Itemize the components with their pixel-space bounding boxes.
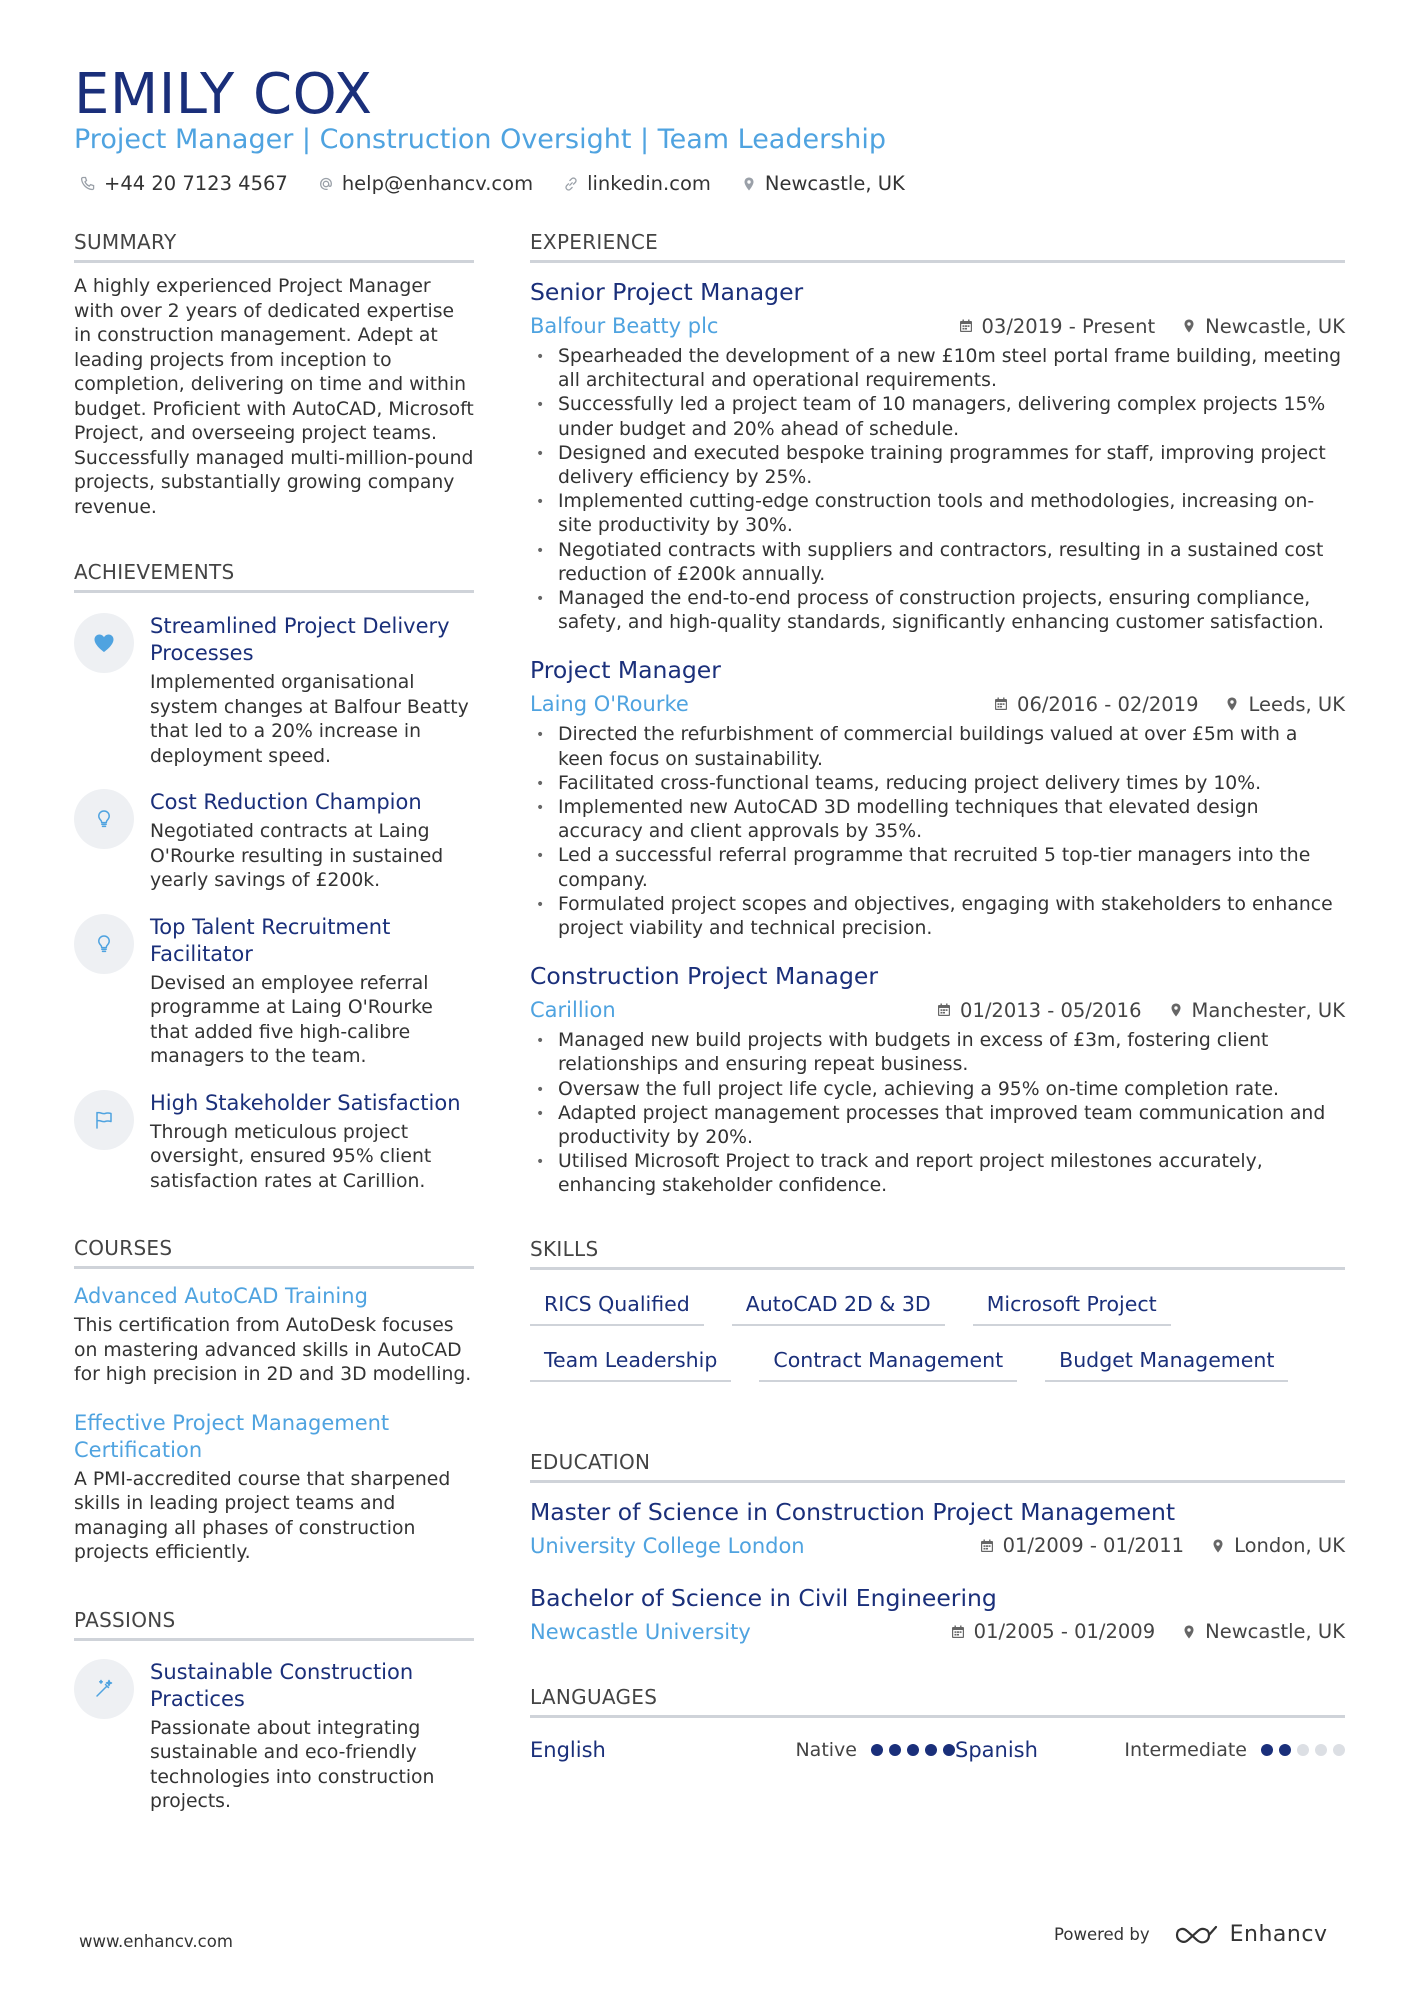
education-location <box>1210 1534 1345 1557</box>
course-title: Effective Project Management Certification <box>74 1410 390 1462</box>
passion-text: Passionate about integrating sustainable and eco-friendly technologies into construction projects. <box>150 1717 435 1812</box>
contact-bar <box>80 172 905 195</box>
job-title: Construction Project Manager <box>530 962 878 991</box>
contact-linkedin[interactable] <box>563 172 711 195</box>
bullet-item: • Negotiated contracts with suppliers and contractors, resulting in a sustained cost reduction of £200k annually. <box>530 539 1345 587</box>
language-rating <box>871 1744 955 1756</box>
job-subline <box>530 311 1345 341</box>
passion-item <box>74 1659 474 1815</box>
achievement-item <box>74 613 474 769</box>
job-subline <box>530 995 1345 1025</box>
bullet-item: • Led a successful referral programme that recruited 5 top-tier managers into the company. <box>530 844 1345 892</box>
achievements-section <box>74 560 474 1194</box>
brand-logo[interactable] <box>1174 1922 1328 1947</box>
skill-tag: Team Leadership <box>530 1348 731 1382</box>
skill-tag: Contract Management <box>759 1348 1017 1382</box>
languages-section <box>530 1685 1345 1762</box>
location-pin-icon <box>1168 1002 1184 1018</box>
achievement-text: Negotiated contracts at Laing O'Rourke resulting in sustained yearly savings of £200k. <box>150 821 444 891</box>
headline: Project Manager | Construction Oversight | Team Leadership <box>74 124 887 155</box>
powered-by-text: Powered by <box>1054 1925 1150 1944</box>
section-title-languages: LANGUAGES <box>530 1685 1345 1718</box>
courses-section <box>74 1236 474 1566</box>
rating-dot-filled <box>925 1744 937 1756</box>
degree-title: Bachelor of Science in Civil Engineering <box>530 1583 997 1612</box>
achievement-text: Devised an employee referral programme at Laing O'Rourke that added five high-calibre managers to the team. <box>150 972 433 1067</box>
section-title-skills: SKILLS <box>530 1237 1345 1270</box>
bullet-item: • Designed and executed bespoke training programmes for staff, improving project delivery efficiency by 25%. <box>530 442 1345 490</box>
location-pin-icon <box>1224 696 1240 712</box>
location-pin-icon <box>1181 318 1197 334</box>
section-title-education: EDUCATION <box>530 1450 1345 1483</box>
section-title-experience: EXPERIENCE <box>530 230 1345 263</box>
dates-text: 01/2009 - 01/2011 <box>1002 1534 1185 1558</box>
education-dates <box>950 1620 1155 1643</box>
footer-brand <box>1054 1922 1327 1947</box>
job-entry <box>530 961 1345 1198</box>
section-title-summary: SUMMARY <box>74 230 474 263</box>
contact-phone[interactable] <box>80 172 288 195</box>
achievement-icon-wrap <box>74 789 134 849</box>
passion-title: Sustainable Construction Practices <box>150 1659 414 1711</box>
rating-dot-empty <box>1315 1744 1327 1756</box>
contact-location <box>741 172 905 195</box>
location-pin-icon <box>1210 1538 1226 1554</box>
calendar-icon <box>993 696 1009 712</box>
location-text: Newcastle, UK <box>1205 1620 1345 1644</box>
school-name: Newcastle University <box>530 1619 751 1644</box>
skill-tag: AutoCAD 2D & 3D <box>732 1292 945 1326</box>
calendar-icon <box>979 1538 995 1554</box>
job-entry <box>530 655 1345 941</box>
job-title: Project Manager <box>530 656 721 685</box>
location-text: Leeds, UK <box>1248 692 1345 716</box>
achievement-icon-wrap <box>74 914 134 974</box>
job-bullets <box>530 345 1345 635</box>
degree-title: Master of Science in Construction Project Management <box>530 1497 1176 1526</box>
skill-tag: Budget Management <box>1045 1348 1288 1382</box>
rating-dot-empty <box>1333 1744 1345 1756</box>
language-item <box>955 1738 1345 1762</box>
calendar-icon <box>958 318 974 334</box>
phone-icon <box>80 176 96 192</box>
language-level: Intermediate <box>1124 1738 1247 1761</box>
bullet-item: • Oversaw the full project life cycle, achieving a 95% on-time completion rate. <box>530 1078 1345 1102</box>
education-dates <box>979 1534 1184 1557</box>
achievement-icon-wrap <box>74 613 134 673</box>
heart-icon <box>92 631 116 655</box>
email-text: help@enhancv.com <box>341 172 534 195</box>
left-column <box>74 230 474 1815</box>
section-title-passions: PASSIONS <box>74 1608 474 1641</box>
candidate-name: EMILY COX <box>74 62 373 127</box>
lightbulb-icon <box>92 932 116 956</box>
dates-text: 01/2013 - 05/2016 <box>960 998 1142 1022</box>
achievement-text: Through meticulous project oversight, ensured 95% client satisfaction rates at Carillion. <box>150 1121 432 1192</box>
contact-email[interactable] <box>318 172 533 195</box>
rating-dot-filled <box>889 1744 901 1756</box>
language-name: English <box>530 1737 606 1762</box>
dates-text: 03/2019 - Present <box>981 314 1156 338</box>
job-bullets <box>530 723 1345 941</box>
job-location <box>1181 315 1345 338</box>
school-name: University College London <box>530 1533 805 1558</box>
at-icon <box>318 176 334 192</box>
course-item <box>74 1283 474 1388</box>
course-text: A PMI-accredited course that sharpened skills in leading project teams and managing all phases of construction projects efficiently. <box>74 1468 451 1563</box>
education-entry <box>530 1583 1345 1647</box>
language-level: Native <box>795 1738 857 1761</box>
summary-section <box>74 230 474 520</box>
achievement-title: Top Talent Recruitment Facilitator <box>150 914 391 966</box>
bullet-item: • Managed new build projects with budgets in excess of £3m, fostering client relationships and ensuring repeat business. <box>530 1029 1345 1077</box>
summary-text: A highly experienced Project Manager with over 2 years of dedicated expertise in construction management. Adept at leading projects from inception to completion, delivering on time and within budget. Proficient with AutoCAD, Microsoft Project, and overseeing project teams. Successfully managed multi-million-pound projects, substantially growing company revenue. <box>74 276 474 518</box>
rating-dot-filled <box>871 1744 883 1756</box>
right-column <box>530 230 1345 1762</box>
job-dates <box>993 693 1198 716</box>
bullet-item: • Successfully led a project team of 10 managers, delivering complex projects 15% under budget and 20% ahead of schedule. <box>530 393 1345 441</box>
location-text: Manchester, UK <box>1191 998 1345 1022</box>
passions-section <box>74 1608 474 1815</box>
course-item <box>74 1410 474 1566</box>
language-rating <box>1261 1744 1345 1756</box>
achievement-item <box>74 914 474 1070</box>
rating-dot-filled <box>943 1744 955 1756</box>
education-entry <box>530 1497 1345 1561</box>
achievement-title: High Stakeholder Satisfaction <box>150 1090 461 1115</box>
rating-dot-filled <box>1279 1744 1291 1756</box>
education-subline <box>530 1531 1345 1561</box>
bullet-item: • Utilised Microsoft Project to track and report project milestones accurately, enhancing stakeholder confidence. <box>530 1150 1345 1198</box>
company-name: Laing O'Rourke <box>530 692 689 717</box>
bullet-item: • Formulated project scopes and objectives, engaging with stakeholders to enhance project viability and technical precision. <box>530 893 1345 941</box>
enhancv-logo-icon <box>1174 1923 1220 1947</box>
calendar-icon <box>936 1002 952 1018</box>
job-dates <box>936 999 1141 1022</box>
linkedin-text: linkedin.com <box>587 172 711 195</box>
company-name: Carillion <box>530 998 616 1023</box>
location-text: Newcastle, UK <box>1205 314 1345 338</box>
section-title-achievements: ACHIEVEMENTS <box>74 560 474 593</box>
bullet-item: • Implemented cutting-edge construction tools and methodologies, increasing on-site productivity by 30%. <box>530 490 1345 538</box>
job-location <box>1224 693 1345 716</box>
education-subline <box>530 1617 1345 1647</box>
bullet-item: • Spearheaded the development of a new £10m steel portal frame building, meeting all architectural and operational requirements. <box>530 345 1345 393</box>
skills-list <box>530 1292 1345 1382</box>
location-pin-icon <box>1181 1624 1197 1640</box>
bullet-item: • Directed the refurbishment of commercial buildings valued at over £5m with a keen focus on sustainability. <box>530 723 1345 771</box>
achievement-item <box>74 789 474 894</box>
location-text: London, UK <box>1234 1534 1345 1558</box>
phone-text: +44 20 7123 4567 <box>104 172 288 195</box>
company-name: Balfour Beatty plc <box>530 314 719 338</box>
dates-text: 06/2016 - 02/2019 <box>1017 692 1199 716</box>
skill-tag: RICS Qualified <box>530 1292 704 1326</box>
rating-dot-filled <box>1261 1744 1273 1756</box>
magic-wand-icon <box>92 1677 116 1701</box>
bullet-item: • Managed the end-to-end process of construction projects, ensuring compliance, safety, and high-quality standards, significantly enhancing customer satisfaction. <box>530 587 1345 635</box>
bullet-item: • Adapted project management processes that improved team communication and productivity by 20%. <box>530 1102 1345 1150</box>
bullet-item: • Implemented new AutoCAD 3D modelling techniques that elevated design accuracy and client approvals by 35%. <box>530 796 1345 844</box>
brand-name: Enhancv <box>1229 1922 1328 1947</box>
rating-dot-filled <box>907 1744 919 1756</box>
job-title: Senior Project Manager <box>530 278 804 306</box>
language-name: Spanish <box>955 1737 1038 1762</box>
achievement-text: Implemented organisational system changes at Balfour Beatty that led to a 20% increase in deployment speed. <box>150 672 469 767</box>
dates-text: 01/2005 - 01/2009 <box>973 1620 1156 1644</box>
lightbulb-icon <box>92 807 116 831</box>
skill-tag: Microsoft Project <box>973 1292 1171 1326</box>
education-location <box>1181 1620 1345 1643</box>
experience-section <box>530 230 1345 1199</box>
achievement-icon-wrap <box>74 1090 134 1150</box>
location-pin-icon <box>741 176 757 192</box>
job-subline <box>530 689 1345 719</box>
job-entry <box>530 277 1345 635</box>
skills-section <box>530 1237 1345 1382</box>
flag-icon <box>92 1108 116 1132</box>
job-bullets <box>530 1029 1345 1198</box>
passion-icon-wrap <box>74 1659 134 1719</box>
bullet-item: • Facilitated cross-functional teams, reducing project delivery times by 10%. <box>530 772 1345 796</box>
course-text: This certification from AutoDesk focuses on mastering advanced skills in AutoCAD for high precision in 2D and 3D modelling. <box>74 1315 472 1385</box>
rating-dot-empty <box>1297 1744 1309 1756</box>
location-text: Newcastle, UK <box>764 172 905 195</box>
achievement-item <box>74 1090 474 1195</box>
language-item <box>530 1738 955 1762</box>
education-section <box>530 1450 1345 1647</box>
job-location <box>1168 999 1346 1022</box>
section-title-courses: COURSES <box>74 1236 474 1269</box>
link-icon <box>563 176 579 192</box>
achievement-title: Streamlined Project Delivery Processes <box>150 614 450 665</box>
job-dates <box>958 315 1156 338</box>
course-title: Advanced AutoCAD Training <box>74 1284 368 1308</box>
languages-list <box>530 1738 1345 1762</box>
footer-website[interactable]: www.enhancv.com <box>79 1932 233 1951</box>
calendar-icon <box>950 1624 966 1640</box>
achievement-title: Cost Reduction Champion <box>150 790 422 814</box>
